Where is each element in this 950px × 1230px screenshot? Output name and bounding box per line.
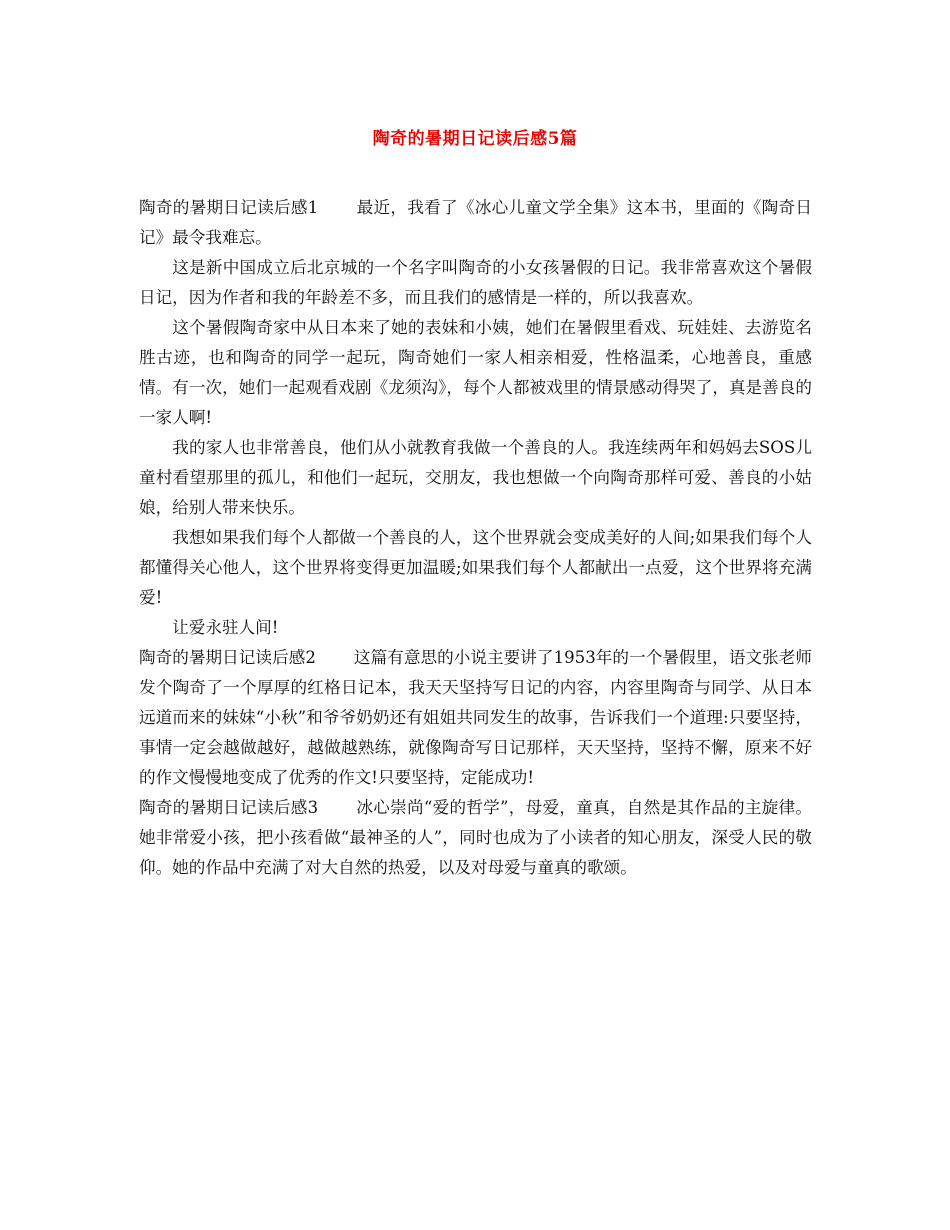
section-2-heading: 陶奇的暑期日记读后感2 bbox=[139, 648, 316, 667]
section-1-paragraph: 我想如果我们每个人都做一个善良的人，这个世界就会变成美好的人间;如果我们每个人都懂得关心他人，这个世界将变得更加温暖;如果我们每个人都献出一点爱，这个世界将充满爱! bbox=[139, 528, 812, 607]
section-3-first-paragraph: 冰心崇尚“爱的哲学”，母爱，童真，自然是其作品的主旋律。她非常爱小孩，把小孩看做“最神圣的人”，同时也成为了小读者的知心朋友，深受人民的敬仰。她的作品中充满了对大自然的热爱，以及对母爱与童真的歌颂。 bbox=[139, 798, 812, 877]
section-1-intro bbox=[139, 193, 812, 253]
section-1-heading: 陶奇的暑期日记读后感1 bbox=[139, 198, 319, 217]
section-3-intro bbox=[139, 793, 812, 883]
document-title: 陶奇的暑期日记读后感5篇 bbox=[372, 129, 578, 149]
document-body bbox=[139, 193, 812, 883]
section-2-intro bbox=[139, 643, 812, 793]
section-1-paragraph: 这是新中国成立后北京城的一个名字叫陶奇的小女孩暑假的日记。我非常喜欢这个暑假日记，因为作者和我的年龄差不多，而且我们的感情是一样的，所以我喜欢。 bbox=[139, 258, 812, 307]
section-1-paragraph: 这个暑假陶奇家中从日本来了她的表妹和小姨，她们在暑假里看戏、玩娃娃、去游览名胜古迹，也和陶奇的同学一起玩，陶奇她们一家人相亲相爱，性格温柔，心地善良，重感情。有一次，她们一起观看戏剧《龙须沟》，每个人都被戏里的情景感动得哭了，真是善良的一家人啊! bbox=[139, 318, 812, 427]
section-3-heading: 陶奇的暑期日记读后感3 bbox=[139, 798, 319, 817]
section-1-paragraph: 让爱永驻人间! bbox=[172, 618, 279, 637]
section-1-first-paragraph: 最近，我看了《冰心儿童文学全集》这本书，里面的《陶奇日记》最令我难忘。 bbox=[139, 198, 812, 247]
section-1-paragraph: 我的家人也非常善良，他们从小就教育我做一个善良的人。我连续两年和妈妈去SOS儿童村看望那里的孤儿，和他们一起玩，交朋友，我也想做一个向陶奇那样可爱、善良的小姑娘，给别人带来快乐。 bbox=[139, 438, 812, 517]
section-2-first-paragraph: 这篇有意思的小说主要讲了1953年的一个暑假里，语文张老师发个陶奇了一个厚厚的红格日记本，我天天坚持写日记的内容，内容里陶奇与同学、从日本远道而来的妹妹“小秋”和爷爷奶奶还有姐姐共同发生的故事，告诉我们一个道理:只要坚持，事情一定会越做越好，越做越熟练，就像陶奇写日记那样，天天坚持，坚持不懈，原来不好的作文慢慢地变成了优秀的作文!只要坚持，定能成功! bbox=[139, 648, 812, 787]
